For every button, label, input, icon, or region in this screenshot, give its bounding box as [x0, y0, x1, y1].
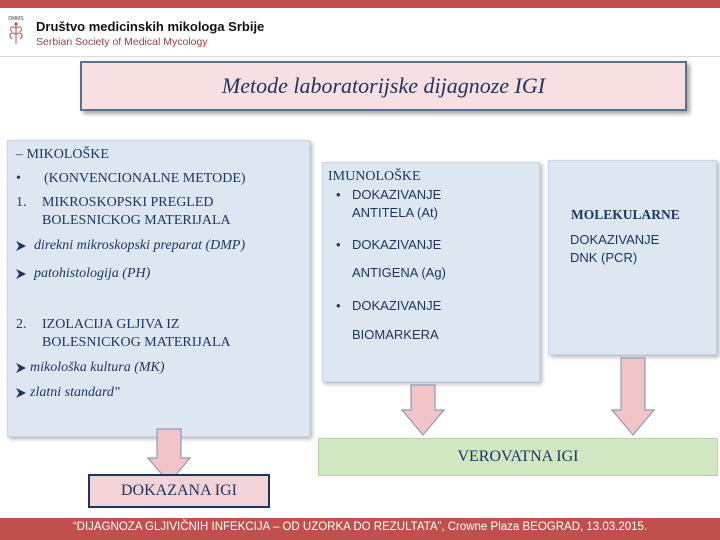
- arrow-bullet-icon: [15, 362, 27, 374]
- svg-text:DMMS: DMMS: [8, 16, 24, 22]
- antibody-label-line2: ANTITELA (At): [352, 205, 438, 220]
- list-item-dmp: direkni mikroskopski preparat (DMP): [34, 238, 246, 253]
- bullet: •: [336, 298, 341, 313]
- molecular-heading: MOLEKULARNE: [571, 207, 680, 222]
- society-logo: [4, 14, 28, 48]
- proven-igi-box: [88, 474, 270, 508]
- list-item-mk: mikološka kultura (MK): [30, 360, 165, 375]
- probable-igi-box: [318, 438, 718, 476]
- conventional-methods-label: (KONVENCIONALNE METODE): [44, 171, 246, 186]
- dna-label-line1: DOKAZIVANJE: [570, 232, 660, 247]
- slide-title: Metode laboratorijske dijagnoze IGI: [221, 73, 546, 98]
- biomarker-label-line1: DOKAZIVANJE: [352, 298, 442, 313]
- antigen-label-line2: ANTIGENA (Ag): [352, 265, 446, 280]
- immunological-heading: IMUNOLOŠKE: [328, 169, 421, 184]
- arrow-bullet-icon: [15, 387, 27, 399]
- list-item-gold-standard: zlatni standard": [30, 385, 120, 400]
- arrow-bullet-icon: [15, 240, 27, 252]
- bullet: •: [16, 171, 21, 186]
- arrow-down-icon: [401, 384, 445, 436]
- top-accent-bar: [0, 0, 720, 8]
- isolation-label-line2: BOLESNICKOG MATERIJALA: [42, 335, 231, 350]
- bullet: •: [336, 187, 341, 202]
- arrow-down-icon: [611, 357, 655, 436]
- item-number-1: 1.: [16, 195, 27, 210]
- header-divider: [0, 56, 720, 57]
- microscopy-label-line2: BOLESNICKOG MATERIJALA: [42, 213, 231, 228]
- antigen-label-line1: DOKAZIVANJE: [352, 237, 442, 252]
- footer-text: “DIJAGNOZA GLJIVIČNIH INFEKCIJA – OD UZORKA DO REZULTATA”, Crowne Plaza BEOGRAD, 13.03.2015.: [72, 521, 648, 533]
- bullet: •: [336, 237, 341, 252]
- proven-igi-label: DOKAZANA IGI: [121, 482, 237, 499]
- org-subtitle: Serbian Society of Medical Mycology: [36, 36, 208, 48]
- title-box: [80, 61, 687, 111]
- microscopy-label-line1: MIKROSKOPSKI PREGLED: [42, 195, 214, 210]
- item-number-2: 2.: [16, 317, 27, 332]
- dna-label-line2: DNK (PCR): [570, 250, 638, 265]
- biomarker-label-line2: BIOMARKERA: [352, 327, 439, 342]
- isolation-label-line1: IZOLACIJA GLJIVA IZ: [42, 317, 180, 332]
- org-name: Društvo medicinskih mikologa Srbije: [36, 19, 265, 34]
- list-item-ph: patohistologija (PH): [34, 266, 151, 281]
- mycological-heading: – MIKOLOŠKE: [16, 147, 109, 162]
- arrow-bullet-icon: [15, 268, 27, 280]
- antibody-label-line1: DOKAZIVANJE: [352, 187, 442, 202]
- probable-igi-label: VEROVATNA IGI: [457, 448, 579, 465]
